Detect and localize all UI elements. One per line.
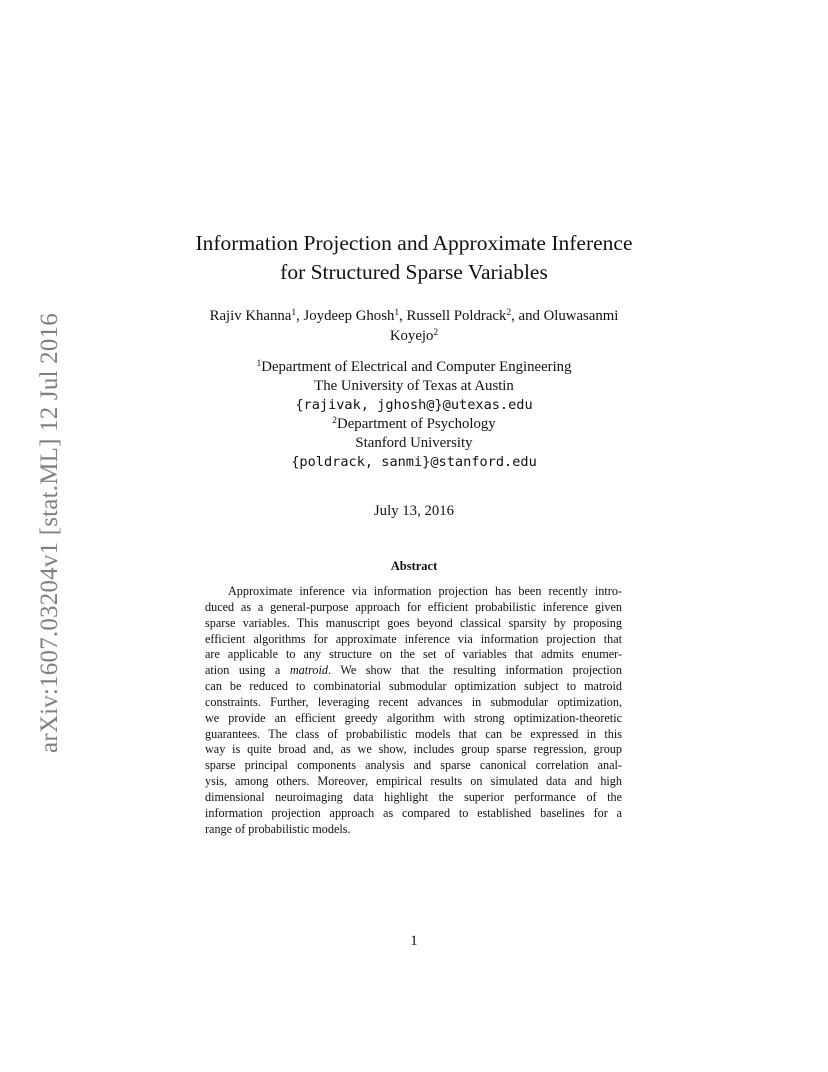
department-name: Department of Electrical and Computer Engineering [261, 359, 572, 375]
emphasis-matroid: matroid [289, 663, 328, 678]
arxiv-identifier-stamp: arXiv:1607.03204v1 [stat.ML] 12 Jul 2016 [36, 313, 63, 753]
author-affiliation-mark: 1 [394, 307, 400, 318]
abstract-line: Approximate inference via information projection has been recently intro- [228, 584, 622, 598]
abstract-line: information projection approach as compared to established baselines for a [205, 805, 622, 820]
department-name: Department of Psychology [337, 416, 496, 432]
author-line-1 [150, 306, 678, 326]
abstract-line: guarantees. The class of probabilistic models that can be expressed in this [205, 726, 622, 741]
abstract-line: constraints. Further, leveraging recent advances in submodular optimization, [205, 694, 622, 709]
affiliation-email-2: {poldrack, sanmi}@stanford.edu [291, 454, 537, 470]
affiliation-mark: 2 [332, 415, 338, 426]
abstract-line: ation using a matroid. We show that the resulting information projection [205, 663, 622, 678]
abstract-heading: Abstract [390, 559, 438, 573]
author-separator: , and Oluwasanmi [511, 308, 619, 324]
paper-title [100, 229, 728, 287]
abstract-line: efficient algorithms for approximate inference via information projection that [205, 631, 622, 646]
publication-date: July 13, 2016 [373, 503, 455, 519]
title-line-2: for Structured Sparse Variables [280, 260, 548, 284]
affiliations [150, 358, 678, 472]
affiliation-university-2: Stanford University [355, 435, 473, 451]
abstract-line: dimensional neuroimaging data highlight the superior performance of the [205, 789, 622, 804]
author-list [150, 306, 678, 346]
author-name: Rajiv Khanna [209, 308, 292, 324]
author-affiliation-mark: 2 [433, 327, 439, 338]
author-separator: , [296, 308, 304, 324]
abstract-line: can be reduced to combinatorial submodular optimization subject to matroid [205, 679, 622, 694]
author-affiliation-mark: 1 [291, 307, 297, 318]
page-number: 1 [410, 933, 418, 949]
abstract-line: sparse principal components analysis and sparse canonical correlation anal- [205, 758, 622, 773]
affiliation-department-2 [150, 415, 678, 434]
abstract-line: we provide an efficient greedy algorithm with strong optimization-theoretic [205, 710, 622, 725]
affiliation-department-1 [150, 358, 678, 377]
author-name: Koyejo [389, 328, 434, 344]
abstract-line: sparse variables. This manuscript goes beyond classical sparsity by proposing [205, 615, 622, 630]
abstract-line: range of probabilistic models. [205, 821, 351, 836]
affiliation-email-1: {rajivak, jghosh@}@utexas.edu [295, 397, 533, 413]
affiliation-university-1: The University of Texas at Austin [314, 378, 514, 394]
author-separator: , [399, 308, 407, 324]
abstract-line: ysis, among others. Moreover, empirical results on simulated data and high [205, 774, 622, 789]
title-line-1: Information Projection and Approximate Inference [195, 231, 633, 255]
author-name: Russell Poldrack [406, 308, 507, 324]
author-affiliation-mark: 2 [506, 307, 512, 318]
author-line-2 [150, 326, 678, 346]
affiliation-mark: 1 [256, 358, 262, 369]
abstract-line: way is quite broad and, as we show, includes group sparse regression, group [205, 742, 622, 757]
author-name: Joydeep Ghosh [303, 308, 395, 324]
abstract-line: duced as a general-purpose approach for efficient probabilistic inference given [205, 599, 622, 614]
abstract-line: are applicable to any structure on the set of variables that admits enumer- [205, 647, 622, 662]
abstract-body [205, 584, 622, 838]
